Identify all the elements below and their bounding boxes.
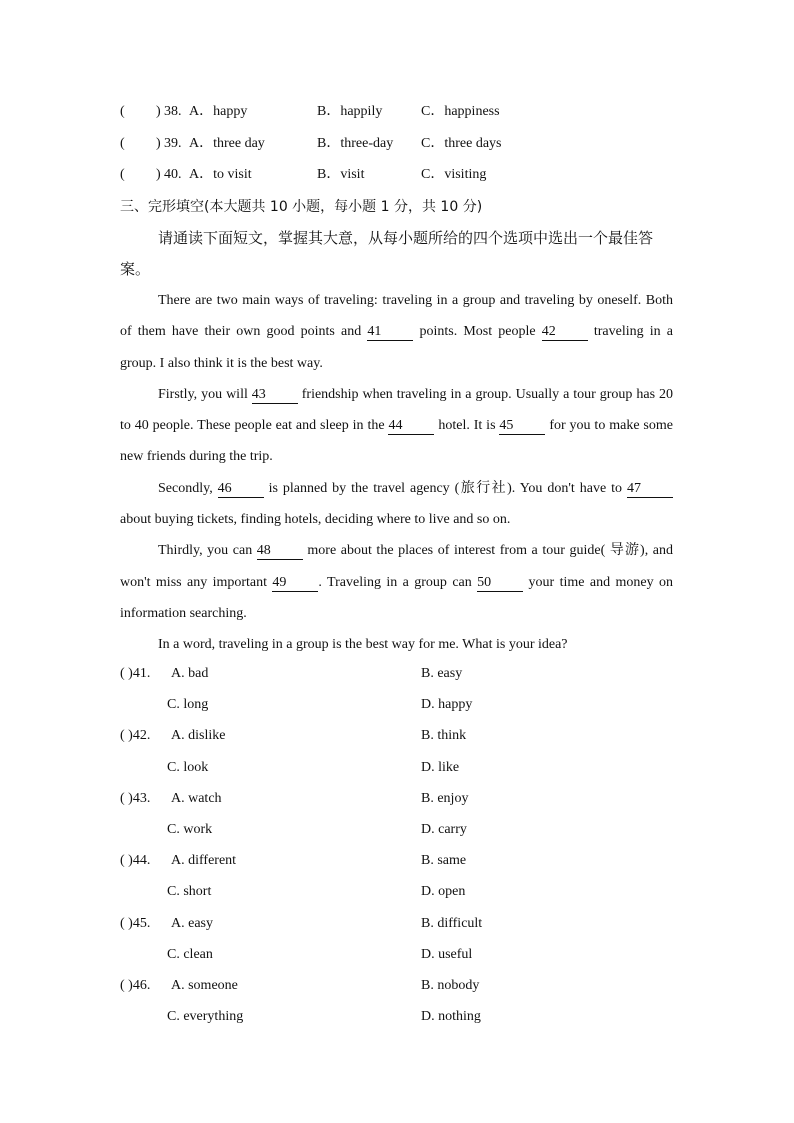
option-row-43-ab (0, 789, 794, 809)
passage-paragraph-2 (120, 379, 673, 473)
option-b: B．happily (317, 104, 383, 119)
question-number: 38. (164, 104, 182, 119)
option-c: C. everything (167, 1009, 244, 1024)
blank-46: 46 (218, 481, 264, 498)
passage-text: friendship when traveling in a group. Usually a tour group has 20 to 40 people. These people eat and sleep in the (120, 386, 673, 434)
answer-paren-close: ) (156, 167, 161, 182)
option-d: D. open (421, 884, 466, 899)
option-d: D. like (421, 760, 460, 775)
option-d: D. carry (421, 822, 467, 837)
passage-paragraph-5: In a word, traveling in a group is the best way for me. What is your idea? (158, 637, 568, 653)
section-heading: 三、完形填空(本大题共 10 小题，每小题 1 分，共 10 分) (120, 199, 483, 215)
blank-43: 43 (252, 387, 298, 404)
option-row-44-ab (0, 851, 794, 871)
option-c: C. work (167, 822, 213, 837)
passage-text: about buying tickets, finding hotels, deciding where to live and so on. (120, 512, 511, 528)
passage-text: points. Most people (413, 324, 542, 340)
blank-45: 45 (499, 418, 545, 435)
passage-text: Firstly, you will (158, 386, 252, 402)
option-c: C．visiting (421, 167, 487, 182)
option-b: B．three-day (317, 136, 394, 151)
option-d: D. happy (421, 697, 473, 712)
blank-42: 42 (542, 324, 588, 341)
option-row-43-cd (0, 820, 794, 840)
option-a: A．to visit (189, 167, 252, 182)
blank-50: 50 (477, 575, 523, 592)
option-c: C. short (167, 884, 212, 899)
option-a: A．three day (189, 136, 265, 151)
passage-text: for you to make some new friends during the trip. (120, 418, 673, 465)
question-number: ( )42. (120, 728, 151, 743)
answer-paren-open: ( (120, 136, 125, 151)
option-c: C．three days (421, 136, 502, 151)
answer-paren-open: ( (120, 167, 125, 182)
answer-paren-close: ) (156, 104, 161, 119)
passage-paragraph-4 (120, 535, 673, 629)
option-b: B．visit (317, 167, 365, 182)
passage-text: traveling in a group. I also think it is the best way. (120, 324, 673, 371)
option-c: C. long (167, 697, 209, 712)
question-row-38 (0, 102, 794, 122)
option-d: D. useful (421, 947, 473, 962)
passage-paragraph-3 (120, 473, 673, 536)
passage-text: . Traveling in a group can (318, 574, 478, 590)
option-row-46-cd (0, 1007, 794, 1027)
option-b: B. easy (421, 666, 463, 681)
section-instruction: 请通读下面短文，掌握其大意，从每小题所给的四个选项中选出一个最佳答案。 (120, 229, 654, 278)
option-b: B. same (421, 853, 467, 868)
passage-text: Thirdly, you can (158, 543, 257, 559)
option-b: B. nobody (421, 978, 480, 993)
question-number: 39. (164, 136, 182, 151)
option-row-41-cd (0, 695, 794, 715)
option-b: B. think (421, 728, 467, 743)
option-row-42-cd (0, 758, 794, 778)
passage-text: hotel. It is (434, 418, 500, 434)
question-row-40 (0, 165, 794, 185)
cloze-passage (120, 285, 673, 661)
blank-44: 44 (388, 418, 434, 435)
option-a: A. watch (171, 791, 222, 806)
question-number: ( )45. (120, 916, 151, 931)
question-number: ( )46. (120, 978, 151, 993)
passage-paragraph-1 (120, 285, 673, 379)
question-number: 40. (164, 167, 182, 182)
blank-48: 48 (257, 543, 303, 560)
passage-text: There are two main ways of traveling: traveling in a group and traveling by oneself. Both of them have their own good points and (120, 293, 673, 340)
option-d: D. nothing (421, 1009, 481, 1024)
option-c: C. look (167, 760, 209, 775)
passage-text: is planned by the travel agency (旅行社). You don't have to (263, 480, 627, 496)
blank-41: 41 (367, 324, 413, 341)
option-a: A．happy (189, 104, 248, 119)
blank-47: 47 (627, 481, 673, 498)
option-c: C．happiness (421, 104, 500, 119)
option-a: A. someone (171, 978, 238, 993)
option-b: B. enjoy (421, 791, 469, 806)
option-row-46-ab (0, 976, 794, 996)
passage-text: more about the places of interest from a tour guide( 导游), and won't miss any important (120, 543, 674, 590)
option-row-41-ab (0, 664, 794, 684)
option-row-44-cd (0, 882, 794, 902)
option-row-45-ab (0, 914, 794, 934)
question-row-39 (0, 134, 794, 154)
passage-text: your time and money on information searching. (120, 574, 673, 621)
option-b: B. difficult (421, 916, 483, 931)
option-a: A. different (171, 853, 237, 868)
question-number: ( )44. (120, 853, 151, 868)
question-number: ( )41. (120, 666, 151, 681)
option-c: C. clean (167, 947, 213, 962)
answer-paren-close: ) (156, 136, 161, 151)
answer-paren-open: ( (120, 104, 125, 119)
option-a: A. easy (171, 916, 213, 931)
blank-49: 49 (272, 575, 318, 592)
option-row-45-cd (0, 945, 794, 965)
option-a: A. bad (171, 666, 209, 681)
passage-text: Secondly, (158, 480, 218, 496)
option-row-42-ab (0, 726, 794, 746)
option-a: A. dislike (171, 728, 226, 743)
question-number: ( )43. (120, 791, 151, 806)
